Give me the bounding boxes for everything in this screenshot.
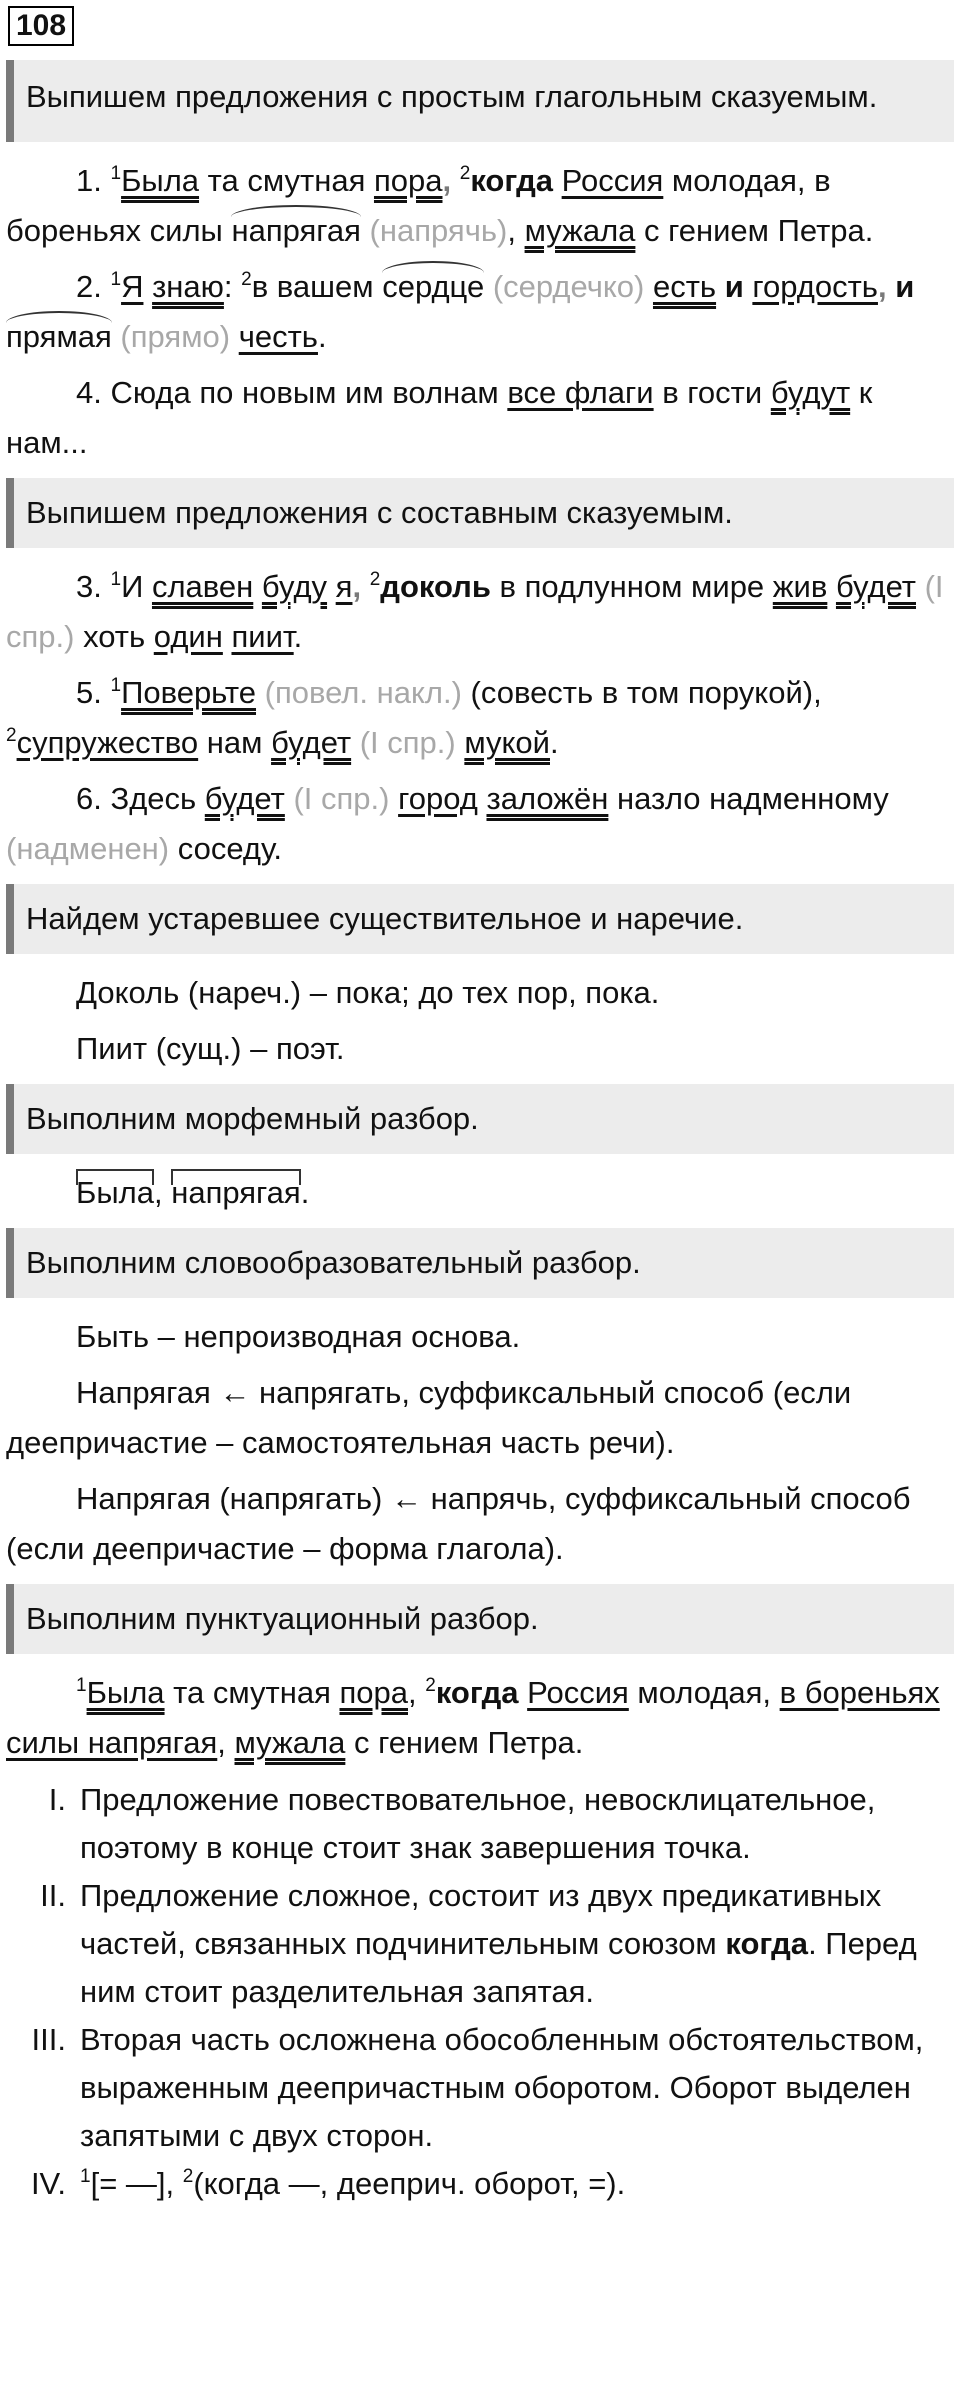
sentence-6: 6. Здесь будет (I спр.) город заложён назло надменному (надменен) соседу.	[6, 781, 889, 866]
analysis-sentence: $^1$Была та смутная пора, $^2$когда Россия молодая, в бореньях силы напрягая, мужала с гением Петра.	[6, 1675, 940, 1760]
list-item: I. Предложение повествовательное, невосклицательное, поэтому в конце стоит знак завершения точка.	[48, 1782, 876, 1865]
task-heading: Выполним словообразовательный разбор.	[6, 1228, 954, 1298]
derivation-line: Напрягая (напрягать) ← напрячь, суффиксальный способ (если деепричастие – форма глагола).	[6, 1481, 911, 1566]
definition-line: Пиит (сущ.) – поэт.	[76, 1031, 345, 1066]
list-item: IV. $^1$[= —], $^2$(когда —, дееприч. оборот, =).	[30, 2166, 626, 2201]
sentence-4: 4. Сюда по новым им волнам все флаги в гости будут к нам...	[6, 375, 873, 460]
morpheme-line: Была, напрягая.	[76, 1175, 310, 1210]
task-heading: Найдем устаревшее существительное и наречие.	[6, 884, 954, 954]
sentence-2: 2. $^1$Я знаю: $^2$в вашем сердце (сердечко) есть и гордость, и прямая (прямо) честь.	[6, 269, 915, 354]
task-heading: Выполним морфемный разбор.	[6, 1084, 954, 1154]
task-heading: Выпишем предложения с составным сказуемым.	[6, 478, 954, 548]
list-item: III. Вторая часть осложнена обособленным обстоятельством, выраженным деепричастным оборотом. Оборот выделен запятыми с двух сторон.	[31, 2022, 924, 2153]
analysis-list	[6, 1776, 954, 2208]
sentence-3: 3. $^1$И славен буду я, $^2$доколь в подлунном мире жив будет (I спр.) хоть один пиит.	[6, 569, 944, 654]
definition-line: Доколь (нареч.) – пока; до тех пор, пока.	[76, 975, 660, 1010]
task-heading: Выполним пунктуационный разбор.	[6, 1584, 954, 1654]
sentence-5: 5. $^1$Поверьте (повел. накл.) (совесть в том порукой), $^2$супружество нам будет (I спр.) мукой.	[6, 675, 822, 760]
list-item: II. Предложение сложное, состоит из двух предикативных частей, связанных подчинительным союзом когда. Перед ним стоит разделительная запятая.	[40, 1878, 917, 2009]
exercise-number: 108	[8, 6, 74, 46]
derivation-line: Быть – непроизводная основа.	[76, 1319, 521, 1354]
derivation-line: Напрягая ← напрягать, суффиксальный способ (если деепричастие – самостоятельная часть речи).	[6, 1375, 852, 1460]
sentence-1: 1. $^1$Была та смутная пора, $^2$когда Россия молодая, в бореньях силы напрягая (напрячь), мужала с гением Петра.	[6, 163, 874, 248]
task-heading: Выпишем предложения с простым глагольным сказуемым.	[6, 60, 954, 142]
